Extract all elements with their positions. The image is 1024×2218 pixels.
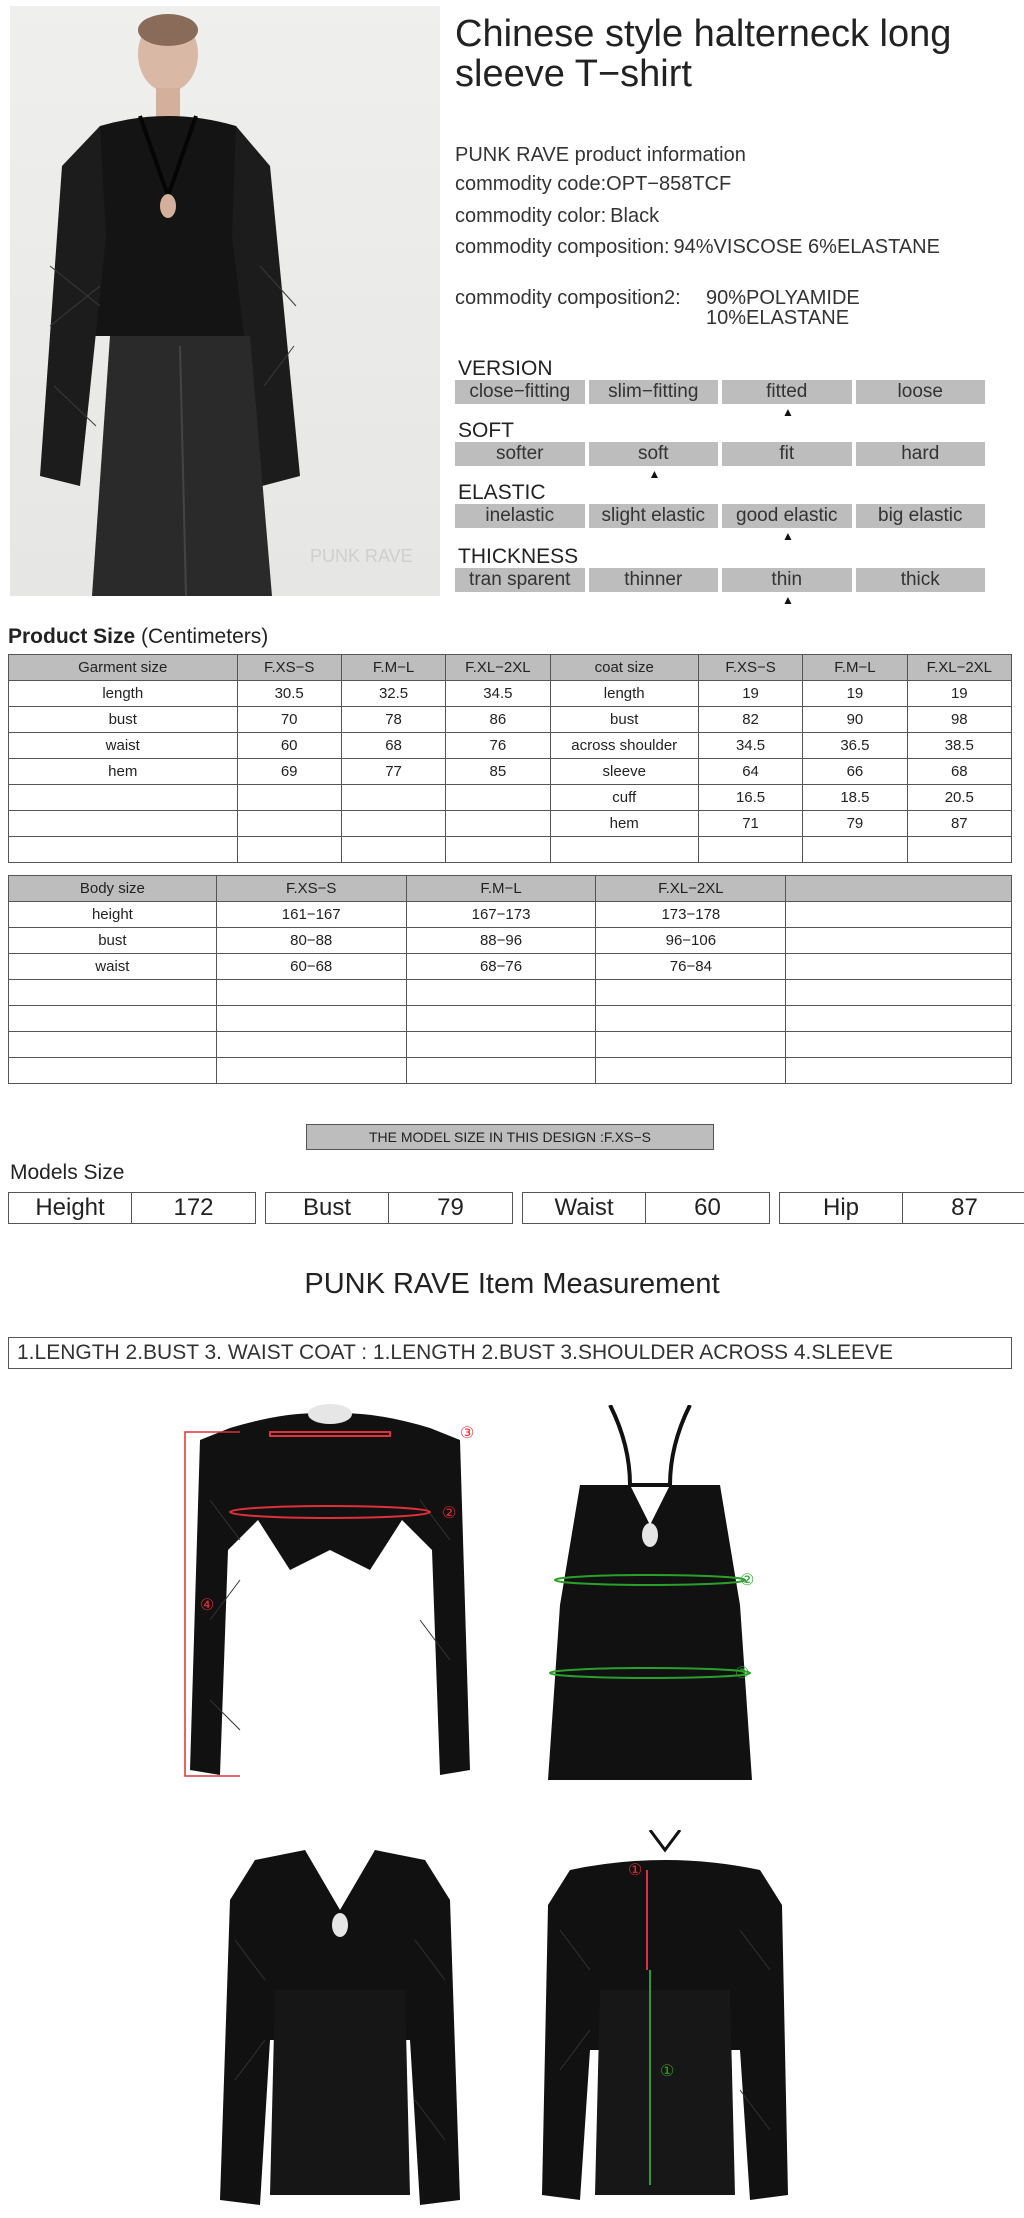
table-cell: F.XS−S	[216, 876, 406, 902]
table-row	[9, 733, 1012, 759]
table-cell: 76	[446, 733, 550, 759]
table-cell	[596, 1032, 786, 1058]
table-cell	[596, 980, 786, 1006]
model-measure-waist	[522, 1192, 770, 1224]
table-cell: F.M−L	[406, 876, 596, 902]
composition2-label: commodity composition2:	[455, 287, 681, 309]
table-cell: 60	[237, 733, 341, 759]
table-cell: length	[9, 681, 238, 707]
attribute-scale-elastic	[455, 504, 985, 528]
table-cell	[216, 1032, 406, 1058]
selected-marker-icon: ▲	[648, 467, 661, 481]
table-row	[9, 837, 1012, 863]
table-cell	[786, 954, 1012, 980]
table-cell: F.XL−2XL	[596, 876, 786, 902]
body-size-table	[8, 875, 1012, 1084]
table-cell: 78	[341, 707, 445, 733]
table-cell: 68	[341, 733, 445, 759]
table-cell: waist	[9, 733, 238, 759]
attribute-option: softer	[455, 442, 585, 466]
model-measure-value: 60	[694, 1194, 721, 1221]
attribute-scale-version	[455, 380, 985, 404]
table-cell: 34.5	[698, 733, 802, 759]
attribute-label-soft: SOFT	[458, 419, 514, 442]
commodity-code	[455, 173, 731, 196]
table-cell: 18.5	[803, 785, 907, 811]
model-measure-hip	[779, 1192, 1024, 1224]
table-cell: height	[9, 902, 217, 928]
selected-marker-icon: ▲	[782, 593, 794, 607]
table-cell	[596, 1006, 786, 1032]
model-measure-label: Hip	[780, 1193, 903, 1223]
table-cell	[786, 928, 1012, 954]
table-cell: 88−96	[406, 928, 596, 954]
table-cell	[406, 1058, 596, 1084]
table-cell: 68−76	[406, 954, 596, 980]
table-cell	[406, 1032, 596, 1058]
model-measure-value: 87	[951, 1194, 978, 1221]
table-cell	[9, 785, 238, 811]
table-cell	[237, 785, 341, 811]
table-cell: 38.5	[907, 733, 1011, 759]
table-cell	[9, 980, 217, 1006]
table-cell: 77	[341, 759, 445, 785]
table-cell	[9, 1058, 217, 1084]
color-label: commodity color:	[455, 205, 607, 227]
attribute-option: fit	[722, 442, 852, 466]
model-measure-bust	[265, 1192, 513, 1224]
table-cell: 82	[698, 707, 802, 733]
photo-watermark: PUNK RAVE	[310, 546, 413, 566]
table-cell	[341, 785, 445, 811]
table-row	[9, 876, 1012, 902]
coat-diagram	[170, 1400, 490, 1790]
selected-marker-icon: ▲	[782, 529, 794, 543]
composition2-line2: 10%ELASTANE	[706, 307, 850, 329]
table-cell	[786, 1006, 1012, 1032]
model-measure-label: Bust	[266, 1193, 389, 1223]
table-cell	[786, 980, 1012, 1006]
top-marker-3: ③	[735, 1665, 750, 1682]
size-unit: (Centimeters)	[141, 625, 269, 648]
table-cell	[216, 1058, 406, 1084]
product-title: Chinese style halterneck long sleeve T−shirt	[455, 13, 952, 95]
table-cell	[237, 811, 341, 837]
coat-marker-3: ③	[460, 1425, 475, 1442]
attribute-option: tran sparent	[455, 568, 585, 592]
attribute-option: hard	[856, 442, 986, 466]
table-cell: 98	[907, 707, 1011, 733]
table-cell: F.M−L	[341, 655, 445, 681]
table-cell: hem	[550, 811, 698, 837]
table-cell: length	[550, 681, 698, 707]
attribute-option: thin	[722, 568, 852, 592]
table-cell: sleeve	[550, 759, 698, 785]
halter-top-diagram	[520, 1405, 780, 1785]
attribute-label-elastic: ELASTIC	[458, 481, 546, 504]
attribute-option: slim−fitting	[589, 380, 719, 404]
table-row	[9, 980, 1012, 1006]
table-cell: 34.5	[446, 681, 550, 707]
composition-value: 94%VISCOSE 6%ELASTANE	[673, 236, 940, 258]
table-cell: 60−68	[216, 954, 406, 980]
table-row	[9, 759, 1012, 785]
table-cell	[237, 837, 341, 863]
table-cell	[9, 837, 238, 863]
coat-marker-2: ②	[442, 1505, 457, 1522]
table-cell	[550, 837, 698, 863]
attribute-scale-soft	[455, 442, 985, 466]
product-photo	[10, 6, 440, 596]
table-row	[9, 655, 1012, 681]
size-table	[8, 654, 1012, 863]
table-cell: 167−173	[406, 902, 596, 928]
table-cell	[9, 1032, 217, 1058]
attribute-scale-thickness	[455, 568, 985, 592]
table-cell: 173−178	[596, 902, 786, 928]
table-cell: 96−106	[596, 928, 786, 954]
attribute-option: fitted	[722, 380, 852, 404]
table-cell: 68	[907, 759, 1011, 785]
commodity-color	[455, 205, 659, 228]
attribute-option: thick	[856, 568, 986, 592]
commodity-composition	[455, 236, 940, 259]
table-cell: waist	[9, 954, 217, 980]
measurement-legend: 1.LENGTH 2.BUST 3. WAIST COAT : 1.LENGTH 2.BUST 3.SHOULDER ACROSS 4.SLEEVE	[8, 1337, 1012, 1369]
attribute-option: loose	[856, 380, 986, 404]
table-cell: across shoulder	[550, 733, 698, 759]
front-combined-diagram	[215, 1840, 465, 2210]
table-cell: 64	[698, 759, 802, 785]
table-cell	[786, 1058, 1012, 1084]
table-row	[9, 785, 1012, 811]
table-row	[9, 1006, 1012, 1032]
table-cell: 69	[237, 759, 341, 785]
table-cell: bust	[550, 707, 698, 733]
attribute-option: inelastic	[455, 504, 585, 528]
back-combined-diagram	[540, 1830, 790, 2210]
model-measure-value: 172	[173, 1194, 214, 1221]
table-cell	[216, 980, 406, 1006]
table-cell	[9, 811, 238, 837]
table-cell: F.XL−2XL	[446, 655, 550, 681]
table-cell: 86	[446, 707, 550, 733]
table-cell	[446, 811, 550, 837]
model-measure-height	[8, 1192, 256, 1224]
table-cell	[216, 1006, 406, 1032]
attribute-option: soft	[589, 442, 719, 466]
table-cell: 19	[803, 681, 907, 707]
back-marker-1: ①	[628, 1862, 643, 1879]
table-cell	[786, 1032, 1012, 1058]
table-cell: 71	[698, 811, 802, 837]
model-measure-value: 79	[437, 1194, 464, 1221]
table-cell	[698, 837, 802, 863]
table-cell: 66	[803, 759, 907, 785]
model-measure-label: Waist	[523, 1193, 646, 1223]
table-row	[9, 1058, 1012, 1084]
table-row	[9, 1032, 1012, 1058]
table-cell: F.M−L	[803, 655, 907, 681]
attribute-label-version: VERSION	[458, 357, 553, 380]
table-row	[9, 707, 1012, 733]
code-value: OPT−858TCF	[606, 173, 732, 195]
table-row	[9, 928, 1012, 954]
models-size-row	[8, 1192, 1024, 1224]
table-cell: 76−84	[596, 954, 786, 980]
coat-marker-4: ④	[200, 1597, 215, 1614]
table-cell: 161−167	[216, 902, 406, 928]
table-row	[9, 681, 1012, 707]
table-cell: hem	[9, 759, 238, 785]
code-label: commodity code:	[455, 173, 607, 195]
table-cell	[596, 1058, 786, 1084]
attribute-label-thickness: THICKNESS	[458, 545, 579, 568]
table-cell	[446, 837, 550, 863]
commodity-composition2	[455, 287, 681, 310]
model-illustration	[10, 6, 440, 596]
table-row	[9, 811, 1012, 837]
brand-info: PUNK RAVE product information	[455, 144, 746, 166]
table-cell: 19	[907, 681, 1011, 707]
composition2-values	[706, 288, 860, 328]
top-marker-2: ②	[740, 1572, 755, 1589]
attribute-option: thinner	[589, 568, 719, 592]
table-cell	[341, 811, 445, 837]
table-cell	[786, 876, 1012, 902]
composition-label: commodity composition:	[455, 236, 670, 258]
model-size-banner: THE MODEL SIZE IN THIS DESIGN :F.XS−S	[306, 1124, 714, 1150]
table-cell: 87	[907, 811, 1011, 837]
model-measure-label: Height	[9, 1193, 132, 1223]
table-cell: 19	[698, 681, 802, 707]
table-cell: 79	[803, 811, 907, 837]
table-cell: 80−88	[216, 928, 406, 954]
back-marker-1-green: ①	[660, 2063, 675, 2080]
table-cell: bust	[9, 707, 238, 733]
table-cell	[446, 785, 550, 811]
table-cell: coat size	[550, 655, 698, 681]
attribute-option: big elastic	[856, 504, 986, 528]
table-cell: 30.5	[237, 681, 341, 707]
table-cell	[9, 1006, 217, 1032]
table-cell: 90	[803, 707, 907, 733]
table-cell: 16.5	[698, 785, 802, 811]
selected-marker-icon: ▲	[782, 405, 794, 419]
table-cell: F.XS−S	[237, 655, 341, 681]
product-size-title	[8, 625, 268, 649]
table-cell	[406, 1006, 596, 1032]
table-cell	[406, 980, 596, 1006]
table-cell: 85	[446, 759, 550, 785]
table-cell: 36.5	[803, 733, 907, 759]
table-cell: 20.5	[907, 785, 1011, 811]
table-cell: cuff	[550, 785, 698, 811]
attribute-option: good elastic	[722, 504, 852, 528]
measurement-title: PUNK RAVE Item Measurement	[304, 1268, 720, 1300]
composition2-line1: 90%POLYAMIDE	[706, 287, 860, 309]
table-cell: F.XL−2XL	[907, 655, 1011, 681]
color-value: Black	[610, 205, 660, 227]
table-row	[9, 902, 1012, 928]
size-title-text: Product Size	[8, 625, 136, 648]
models-size-title: Models Size	[10, 1161, 125, 1184]
table-row	[9, 954, 1012, 980]
table-cell	[907, 837, 1011, 863]
table-cell	[786, 902, 1012, 928]
table-cell: Body size	[9, 876, 217, 902]
table-cell: 32.5	[341, 681, 445, 707]
table-cell: 70	[237, 707, 341, 733]
attribute-option: close−fitting	[455, 380, 585, 404]
table-cell	[803, 837, 907, 863]
table-cell: F.XS−S	[698, 655, 802, 681]
table-cell	[341, 837, 445, 863]
table-cell: Garment size	[9, 655, 238, 681]
attribute-option: slight elastic	[589, 504, 719, 528]
table-cell: bust	[9, 928, 217, 954]
